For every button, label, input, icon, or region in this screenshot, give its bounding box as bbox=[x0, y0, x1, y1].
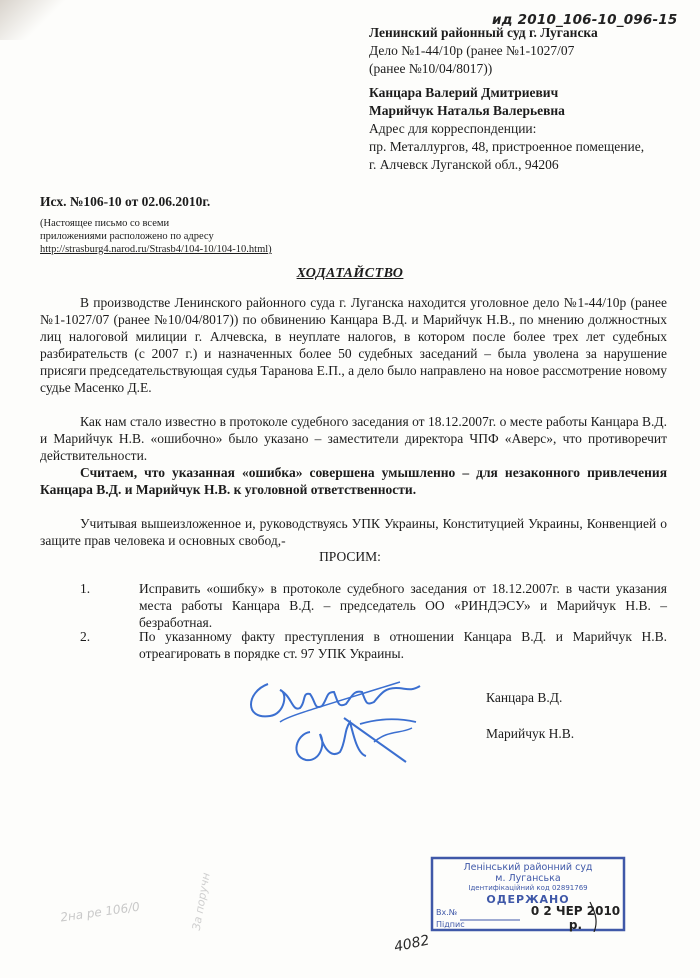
handwritten-document-id: ид 2010_106-10_096-15 bbox=[492, 12, 678, 28]
stamp-date-value: 0 2 ЧЕР 2010 bbox=[530, 904, 621, 918]
stamp-date bbox=[525, 904, 626, 932]
stamp-city: м. Луганська bbox=[495, 873, 561, 884]
address-label: Адрес для корреспонденции: bbox=[369, 121, 537, 136]
request-number: 2. bbox=[80, 629, 91, 644]
case-number: Дело №1-44/10р (ранее №1-1027/07 bbox=[369, 43, 575, 58]
stamp-date-suffix: р. bbox=[568, 918, 583, 932]
address-line: пр. Металлургов, 48, пристроенное помещение, bbox=[369, 139, 645, 154]
recipient-block bbox=[369, 24, 598, 78]
paragraph: Как нам стало известно в протоколе судебного заседания от 18.12.2007г. о месте работы Канцара В.Д. и Марийчук Н.В. «ошибочно» было указано – заместители директора ЧПФ «Аверс», что противоречит действительности. bbox=[40, 414, 667, 463]
note-line: (Настоящее письмо со всеми bbox=[40, 218, 170, 229]
request-item bbox=[80, 580, 667, 632]
request-number: 1. bbox=[80, 581, 91, 596]
senders-block bbox=[369, 84, 644, 174]
address-line: г. Алчевск Луганской обл., 94206 bbox=[369, 157, 559, 172]
online-copy-note bbox=[40, 217, 272, 256]
pencil-note: За поручн bbox=[189, 871, 213, 932]
stamp-code: Ідентифікаційний код 02891769 bbox=[468, 884, 588, 892]
paragraph-emphasis: Считаем, что указанная «ошибка» совершена умышленно – для незаконного привлечения Канцара В.Д. и Марийчук Н.В. к уголовной ответственности. bbox=[40, 465, 667, 497]
sender-name: Канцара Валерий Дмитриевич bbox=[369, 85, 559, 100]
court-name: Ленинский районный суд г. Луганска bbox=[369, 25, 598, 40]
paragraph: В производстве Ленинского районного суда г. Луганска находится уголовное дело №1-44/10р (ранее №1-1027/07 (ранее №10/04/8017)) по обвинению Канцара В.Д. и Марийчук Н.В., по мнению должностных лиц налоговой милиции г. Алчевска, в неуплате налогов, в котором после более трех лет судебных разбирательств (с 2007 г.) и назначенных более 50 судебных заседаний – была уволена за нарушение присяги председательствующая судья Таранова Е.П., а дело было направлено на новое рассмотрение новому судье Масенко Д.Е. bbox=[40, 295, 667, 395]
handwritten-signatures bbox=[240, 662, 440, 772]
stamp-signature-label: Підпис bbox=[436, 920, 465, 929]
stamp-incoming-label: Вх.№ bbox=[436, 908, 458, 917]
signer-name: Марийчук Н.В. bbox=[486, 726, 575, 741]
sender-name: Марийчук Наталья Валерьевна bbox=[369, 103, 565, 118]
request-text: По указанному факту преступления в отношении Канцара В.Д. и Марийчук Н.В. отреагировать в порядке ст. 97 УПК Украины. bbox=[139, 629, 667, 661]
paragraph: Учитывая вышеизложенное и, руководствуясь УПК Украины, Конституцией Украины, Конвенцией о защите прав человека и основных свобод,- bbox=[40, 516, 667, 548]
stamp-court: Ленінський районний суд bbox=[463, 862, 593, 873]
request-text: Исправить «ошибку» в протоколе судебного заседания от 18.12.2007г. в части указания места работы Канцара В.Д. – председатель ОО «РИНДЭСУ» и Марийчук Н.В. – безработная. bbox=[139, 581, 667, 630]
note-line: приложениями расположено по адресу bbox=[40, 231, 214, 242]
document-body bbox=[40, 294, 667, 549]
stamp-received: ОДЕРЖАНО bbox=[486, 893, 570, 906]
case-number-previous: (ранее №10/04/8017)) bbox=[369, 61, 493, 76]
scan-smudge bbox=[0, 0, 70, 40]
request-heading: ПРОСИМ: bbox=[319, 549, 381, 564]
outgoing-reference-block bbox=[40, 193, 272, 256]
outgoing-number: Исх. №106-10 от 02.06.2010г. bbox=[40, 194, 211, 209]
handwritten-number: 4082 bbox=[392, 932, 431, 956]
document-title: ХОДАТАЙСТВО bbox=[296, 266, 404, 281]
document-url-link[interactable]: http://strasburg4.narod.ru/Strasb4/104-10/104-10.html) bbox=[40, 244, 272, 255]
pencil-note: 2на ре 106/0 bbox=[59, 899, 141, 925]
signer-name: Канцара В.Д. bbox=[486, 690, 563, 705]
